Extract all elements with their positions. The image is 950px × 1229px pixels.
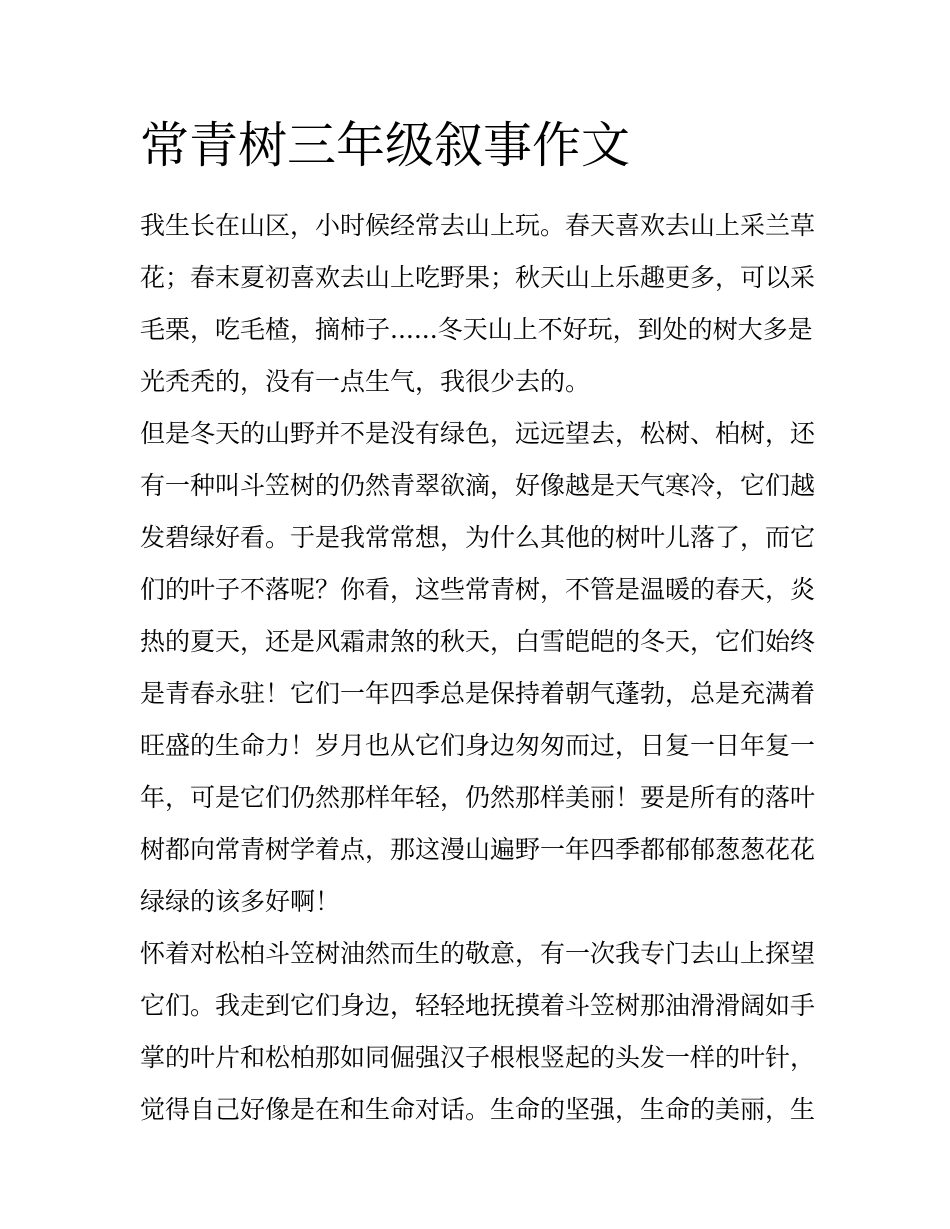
- text-line: 我生长在山区，小时候经常去山上玩。春天喜欢去山上采兰草: [140, 211, 816, 240]
- text-line: 但是冬天的山野并不是没有绿色，远远望去，松树、柏树，还: [140, 419, 816, 448]
- text-line: 树都向常青树学着点，那这漫山遍野一年四季都郁郁葱葱花花: [140, 835, 816, 864]
- paragraph-1: [140, 200, 815, 408]
- text-line: 毛栗，吃毛楂，摘柿子......冬天山上不好玩，到处的树大多是: [140, 315, 813, 344]
- text-line: 年，可是它们仍然那样年轻，仍然那样美丽！要是所有的落叶: [140, 783, 816, 812]
- text-line: 旺盛的生命力！岁月也从它们身边匆匆而过，日复一日年复一: [140, 731, 816, 760]
- text-line: 它们。我走到它们身边，轻轻地抚摸着斗笠树那油滑滑阔如手: [140, 991, 816, 1020]
- text-line: 绿绿的该多好啊！: [140, 887, 341, 916]
- document-body: [140, 200, 815, 1136]
- document-title: 常青树三年级叙事作文: [140, 117, 631, 174]
- paragraph-2: [140, 408, 815, 928]
- text-line: 怀着对松柏斗笠树油然而生的敬意，有一次我专门去山上探望: [140, 939, 816, 968]
- text-line: 掌的叶片和松柏那如同倔强汉子根根竖起的头发一样的叶针，: [140, 1043, 816, 1072]
- text-line: 们的叶子不落呢？你看，这些常青树，不管是温暖的春天，炎: [140, 575, 816, 604]
- paragraph-3: [140, 928, 815, 1136]
- text-line: 花；春末夏初喜欢去山上吃野果；秋天山上乐趣更多，可以采: [140, 263, 816, 292]
- text-line: 热的夏天，还是风霜肃煞的秋天，白雪皑皑的冬天，它们始终: [140, 627, 816, 656]
- text-line: 光秃秃的，没有一点生气，我很少去的。: [140, 367, 591, 396]
- text-line: 觉得自己好像是在和生命对话。生命的坚强，生命的美丽，生: [140, 1095, 816, 1124]
- text-line: 发碧绿好看。于是我常常想，为什么其他的树叶儿落了，而它: [140, 523, 816, 552]
- text-line: 有一种叫斗笠树的仍然青翠欲滴，好像越是天气寒冷，它们越: [140, 471, 816, 500]
- text-line: 是青春永驻！它们一年四季总是保持着朝气蓬勃，总是充满着: [140, 679, 816, 708]
